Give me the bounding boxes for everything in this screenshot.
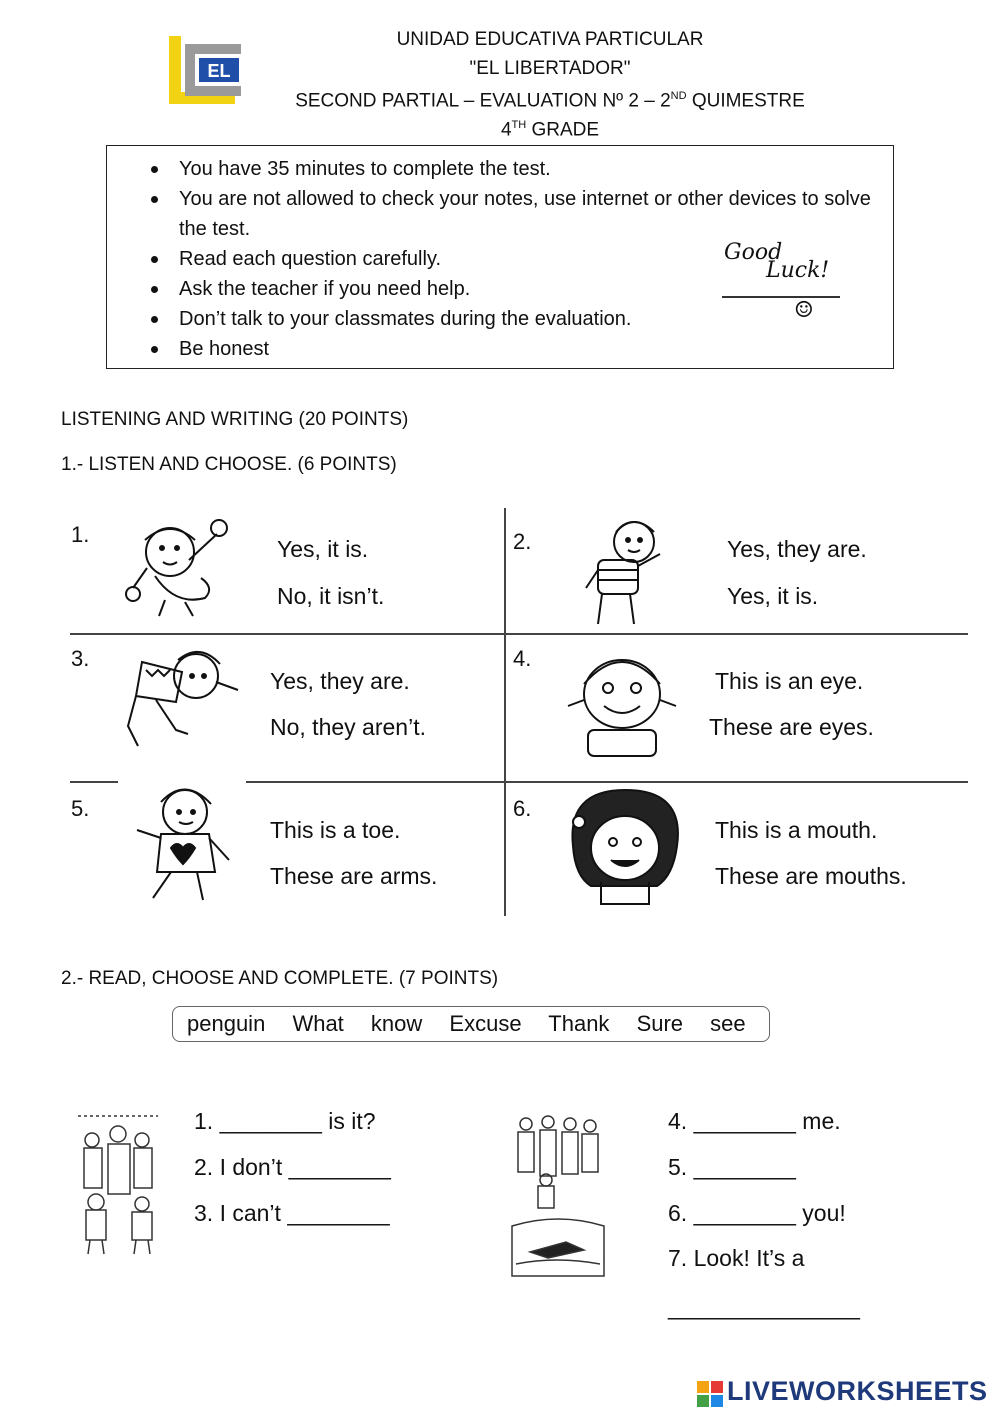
item-number: 5. bbox=[71, 796, 90, 821]
liveworksheets-logo-icon bbox=[697, 1381, 723, 1407]
smiley-icon: ☺ bbox=[794, 298, 814, 323]
rule-item: Be honest bbox=[179, 334, 899, 364]
sentence-3[interactable]: 3. I can’t ________ bbox=[194, 1200, 390, 1226]
sentence-7-blank[interactable]: _______________ bbox=[668, 1294, 860, 1320]
word-bank-word[interactable]: penguin bbox=[187, 1011, 266, 1036]
item3-option-b[interactable]: No, they aren’t. bbox=[270, 714, 426, 740]
item1-option-b[interactable]: No, it isn’t. bbox=[277, 583, 385, 609]
sentence-7: 7. Look! It’s a bbox=[668, 1245, 805, 1271]
item4-option-b[interactable]: These are eyes. bbox=[709, 714, 874, 740]
item-number: 4. bbox=[513, 646, 532, 671]
word-bank-word[interactable]: Sure bbox=[636, 1011, 684, 1036]
rule-item: Read each question carefully. bbox=[179, 244, 899, 274]
item3-option-a[interactable]: Yes, they are. bbox=[270, 668, 410, 694]
sentence-1[interactable]: 1. ________ is it? bbox=[194, 1108, 376, 1134]
boy-standing-illustration bbox=[572, 514, 672, 632]
girl-smiling-illustration bbox=[558, 650, 688, 762]
item-number: 1. bbox=[71, 522, 90, 547]
rule-item: You are not allowed to check your notes, use internet or other devices to solve the test. bbox=[179, 184, 899, 244]
item-number: 6. bbox=[513, 796, 532, 821]
word-bank-word[interactable]: Thank bbox=[548, 1011, 610, 1036]
rule-item: Ask the teacher if you need help. bbox=[179, 274, 899, 304]
school-name-quoted: "EL LIBERTADOR" bbox=[469, 58, 631, 79]
item-number: 2. bbox=[513, 529, 532, 554]
word-bank-word[interactable]: Excuse bbox=[449, 1011, 522, 1036]
item4-option-a[interactable]: This is an eye. bbox=[715, 668, 864, 694]
item1-option-a[interactable]: Yes, it is. bbox=[277, 536, 369, 562]
good-luck-note bbox=[722, 240, 842, 324]
section-title: LISTENING AND WRITING (20 POINTS) bbox=[61, 409, 409, 430]
part1-title: 1.- LISTEN AND CHOOSE. (6 POINTS) bbox=[61, 454, 397, 475]
penguin-scene-illustration bbox=[510, 1114, 606, 1282]
item2-option-a[interactable]: Yes, they are. bbox=[727, 536, 867, 562]
crowd-illustration bbox=[74, 1106, 162, 1258]
girl-dark-hair-illustration bbox=[555, 786, 685, 908]
word-bank-word[interactable]: know bbox=[370, 1011, 423, 1036]
good-luck-underline bbox=[722, 296, 840, 298]
grade-pre: 4 bbox=[500, 119, 512, 141]
sentence-4[interactable]: 4. ________ me. bbox=[668, 1108, 841, 1134]
word-bank-word[interactable]: What bbox=[292, 1011, 344, 1036]
item-number: 3. bbox=[71, 646, 90, 671]
item6-option-a[interactable]: This is a mouth. bbox=[715, 817, 878, 843]
grade-title bbox=[250, 111, 850, 144]
good-luck-line1: Good bbox=[724, 240, 783, 265]
grid-divider-row2-a bbox=[70, 781, 118, 783]
girl-heart-shirt-illustration bbox=[115, 782, 245, 906]
sentence-5[interactable]: 5. ________ bbox=[668, 1154, 796, 1180]
part2-title: 2.- READ, CHOOSE AND COMPLETE. (7 POINTS) bbox=[61, 968, 499, 989]
grade-post: GRADE bbox=[526, 119, 600, 141]
word-bank bbox=[172, 1006, 770, 1042]
grid-divider-row2-b bbox=[246, 781, 968, 783]
word-bank-word[interactable]: see bbox=[710, 1011, 746, 1036]
logo-text: EL bbox=[207, 61, 231, 81]
sentence-6[interactable]: 6. ________ you! bbox=[668, 1200, 846, 1226]
sentence-2[interactable]: 2. I don’t ________ bbox=[194, 1154, 391, 1180]
grid-divider-vertical bbox=[504, 508, 506, 916]
grid-divider-row1 bbox=[70, 633, 968, 635]
girl-pointing-illustration bbox=[115, 510, 245, 618]
item2-option-b[interactable]: Yes, it is. bbox=[727, 583, 819, 609]
item6-option-b[interactable]: These are mouths. bbox=[715, 863, 907, 889]
girl-bending-illustration bbox=[112, 642, 244, 752]
evaluation-title-post: QUIMESTRE bbox=[686, 90, 805, 112]
school-name: UNIDAD EDUCATIVA PARTICULAR bbox=[396, 29, 704, 50]
item5-option-a[interactable]: This is a toe. bbox=[270, 817, 401, 843]
grade-sup: TH bbox=[511, 119, 527, 131]
evaluation-title-sup: ND bbox=[670, 90, 687, 102]
rule-item: Don’t talk to your classmates during the evaluation. bbox=[179, 304, 899, 334]
good-luck-line2: Luck! bbox=[766, 258, 830, 283]
brand-text: LIVEWORKSHEETS bbox=[727, 1376, 988, 1406]
rule-item: You have 35 minutes to complete the test. bbox=[179, 154, 899, 184]
evaluation-title-pre: SECOND PARTIAL – EVALUATION Nº 2 – 2 bbox=[295, 90, 671, 112]
item5-option-b[interactable]: These are arms. bbox=[270, 863, 438, 889]
